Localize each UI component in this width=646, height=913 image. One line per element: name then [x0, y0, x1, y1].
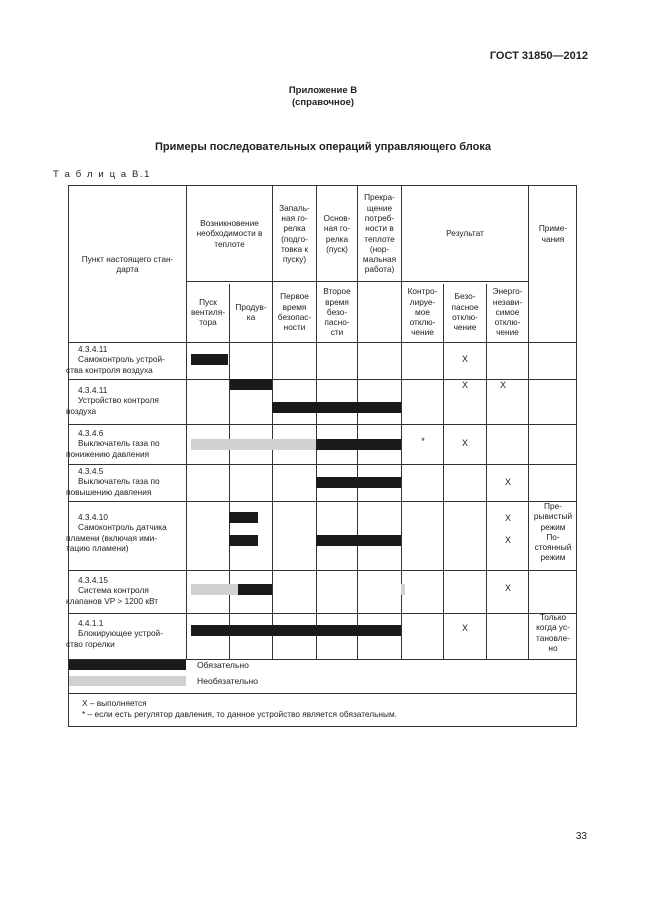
optional-bar: [191, 584, 238, 595]
mark-x: X: [499, 380, 506, 390]
header-controlled-shutdown: Контро- лируе- мое отклю- чение: [407, 286, 438, 338]
row-note: Пре- рывистый режим По- стоянный режим: [533, 501, 573, 563]
row-note: Только когда ус- тановле- но: [536, 612, 570, 653]
required-bar: [316, 477, 401, 488]
divider: [68, 424, 577, 425]
legend-optional-swatch: [69, 676, 186, 686]
header-item: Пункт настоящего стан- дарта: [81, 253, 174, 274]
mark-star: *: [421, 436, 425, 446]
footnote-x: X – выполняется: [82, 698, 147, 708]
legend-required-label: Обязательно: [197, 660, 249, 670]
required-bar: [191, 625, 401, 636]
divider: [68, 570, 577, 571]
table-row: 4.3.4.11 Устройство контроля воздуха: [66, 385, 159, 416]
footnote-star: * – если есть регулятор давления, то данное устройство является обязательным.: [82, 709, 397, 719]
mark-x: X: [461, 380, 468, 390]
required-bar: [229, 512, 258, 523]
divider: [68, 501, 577, 502]
required-bar: [316, 535, 401, 546]
mark-x: X: [504, 477, 511, 487]
page-number: 33: [575, 831, 587, 842]
table-row: 4.3.4.5 Выключатель газа по повышению давления: [66, 466, 160, 497]
required-bar: [191, 354, 228, 365]
optional-bar: [191, 439, 316, 450]
header-notes: Приме- чания: [538, 223, 568, 244]
annex-title: Приложение В: [288, 85, 358, 96]
standard-number: ГОСТ 31850—2012: [489, 50, 588, 62]
table-row: 4.3.4.11 Самоконтроль устрой- ства контроля воздуха: [66, 344, 165, 375]
document-title: Примеры последовательных операций управляющего блока: [154, 141, 491, 153]
required-bar: [230, 379, 272, 390]
header-main-burner: Основ- ная го- релка (пуск): [323, 212, 351, 254]
table-row: 4.3.4.15 Система контроля клапанов VP > 1200 кВт: [66, 575, 159, 606]
optional-bar: [401, 584, 405, 595]
table-caption: Т а б л и ц а В.1: [53, 169, 152, 180]
mark-x: X: [504, 583, 511, 593]
divider: [68, 342, 577, 343]
mark-x: X: [504, 513, 511, 523]
divider: [68, 464, 577, 465]
header-first-safety: Первое время безопас- ности: [277, 291, 312, 333]
header-safety-shutdown: Безо- пасное отклю- чение: [451, 291, 479, 333]
table-row: 4.3.4.10 Самоконтроль датчика пламени (включая ими- тацию пламени): [66, 512, 167, 553]
header-purge: Продув- ка: [235, 301, 267, 322]
table-row: 4.4.1.1 Блокирующее устрой- ство горелки: [66, 618, 163, 649]
header-nonvolatile-lockout: Энерго- незави- симое отклю- чение: [492, 286, 523, 338]
required-bar: [272, 402, 401, 413]
mark-x: X: [504, 535, 511, 545]
header-second-safety: Второе время безо- пасно- сти: [323, 286, 351, 338]
header-result: Результат: [446, 228, 484, 239]
header-need-heat: Возникновение необходимости в теплоте: [196, 218, 263, 249]
mark-x: X: [461, 623, 468, 633]
header-ignition: Запаль- ная го- релка (подго- товка к пуску): [279, 202, 310, 265]
legend-optional-label: Необязательно: [197, 676, 259, 686]
annex-subtitle: (справочное): [291, 97, 355, 108]
required-bar: [229, 535, 258, 546]
mark-x: X: [461, 354, 468, 364]
divider: [68, 613, 577, 614]
divider: [68, 693, 577, 694]
header-stop-heat: Прекра- щение потреб- ности в теплоте (нор- мальная работа): [362, 192, 397, 275]
required-bar: [238, 584, 272, 595]
legend-required-swatch: [69, 660, 186, 670]
required-bar: [316, 439, 401, 450]
header-fan-start: Пуск вентиля- тора: [190, 296, 226, 328]
mark-x: X: [461, 438, 468, 448]
table-row: 4.3.4.6 Выключатель газа по понижению давления: [66, 428, 160, 459]
